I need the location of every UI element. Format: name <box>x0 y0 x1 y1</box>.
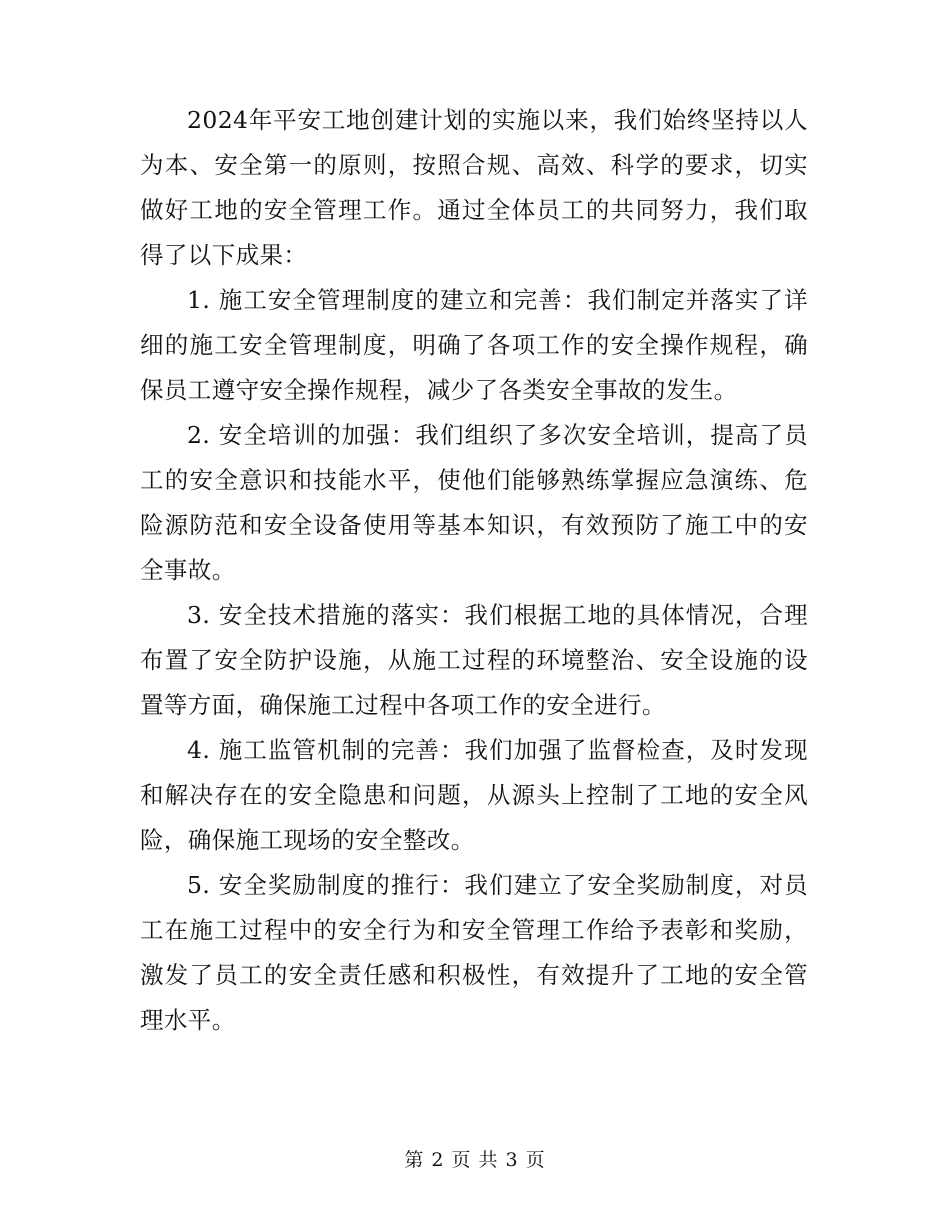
item-3-paragraph: 3. 安全技术措施的落实：我们根据工地的具体情况，合理布置了安全防护设施，从施工过程的环境整治、安全设施的设置等方面，确保施工过程中各项工作的安全进行。 <box>140 601 808 719</box>
page-number-footer: 第 2 页 共 3 页 <box>404 1149 546 1171</box>
item-1-paragraph: 1. 施工安全管理制度的建立和完善：我们制定并落实了详细的施工安全管理制度，明确了各项工作的安全操作规程，确保员工遵守安全操作规程，减少了各类安全事故的发生。 <box>140 286 808 404</box>
document-body <box>140 98 808 1043</box>
intro-paragraph: 2024年平安工地创建计划的实施以来，我们始终坚持以人为本、安全第一的原则，按照合规、高效、科学的要求，切实做好工地的安全管理工作。通过全体员工的共同努力，我们取得了以下成果： <box>140 106 808 269</box>
item-5-paragraph: 5. 安全奖励制度的推行：我们建立了安全奖励制度，对员工在施工过程中的安全行为和安全管理工作给予表彰和奖励，激发了员工的安全责任感和积极性，有效提升了工地的安全管理水平。 <box>140 871 808 1034</box>
item-2-paragraph: 2. 安全培训的加强：我们组织了多次安全培训，提高了员工的安全意识和技能水平，使他们能够熟练掌握应急演练、危险源防范和安全设备使用等基本知识，有效预防了施工中的安全事故。 <box>140 421 808 584</box>
item-4-paragraph: 4. 施工监管机制的完善：我们加强了监督检查，及时发现和解决存在的安全隐患和问题，从源头上控制了工地的安全风险，确保施工现场的安全整改。 <box>140 736 808 854</box>
